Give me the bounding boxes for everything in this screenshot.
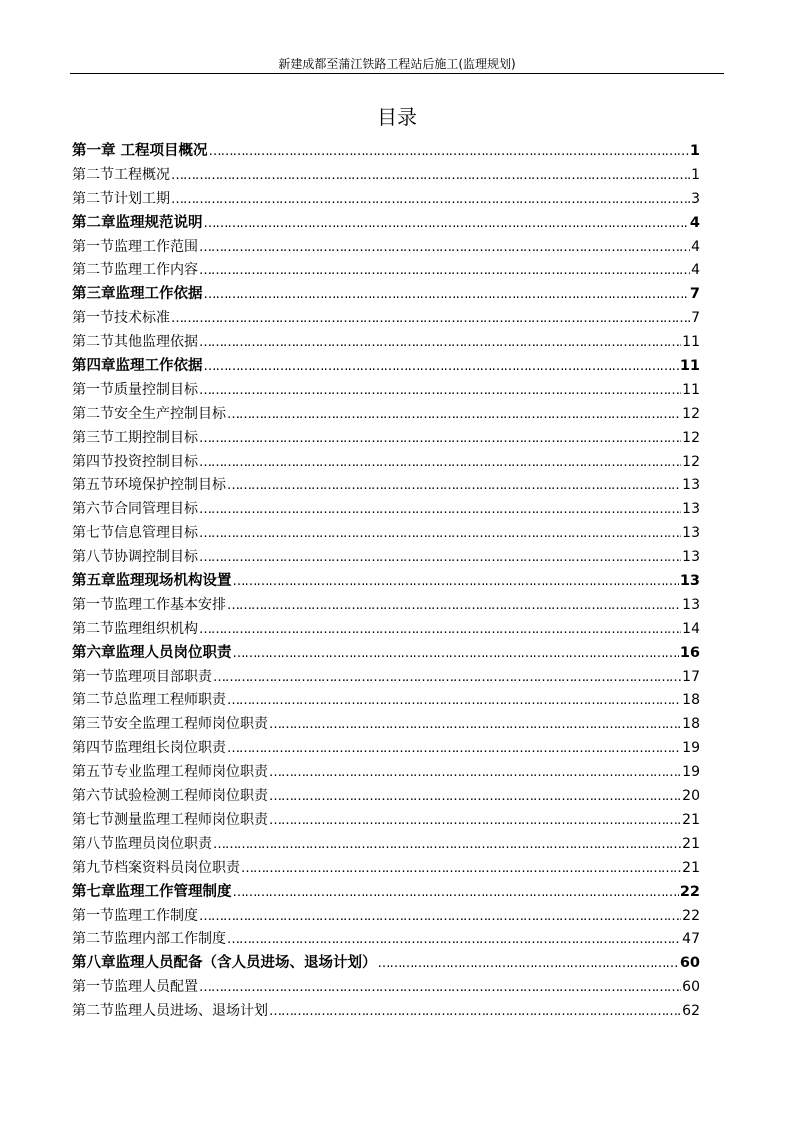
toc-page-number: 20 bbox=[682, 788, 700, 805]
toc-section-entry[interactable] bbox=[72, 379, 700, 403]
toc-entry-label: 第七节测量监理工程师岗位职责 bbox=[72, 811, 268, 828]
toc-entry-label: 第四节投资控制目标 bbox=[72, 453, 198, 470]
toc-entry-label: 第二节监理内部工作制度 bbox=[72, 931, 226, 948]
toc-section-entry[interactable] bbox=[72, 451, 700, 475]
toc-page-number: 47 bbox=[682, 931, 700, 948]
running-header: 新建成都至蒲江铁路工程站后施工(监理规划) bbox=[278, 57, 516, 71]
toc-section-entry[interactable] bbox=[72, 976, 700, 1000]
toc-page-number: 12 bbox=[682, 453, 700, 470]
toc-page-number: 18 bbox=[682, 716, 700, 733]
toc-dot-leader bbox=[199, 522, 681, 546]
toc-chapter-entry[interactable] bbox=[72, 881, 700, 905]
toc-dot-leader bbox=[171, 307, 690, 331]
toc-section-entry[interactable] bbox=[72, 809, 700, 833]
toc-entry-label: 第三章监理工作依据 bbox=[72, 286, 203, 303]
toc-dot-leader bbox=[199, 331, 681, 355]
toc-entry-label: 第七章监理工作管理制度 bbox=[72, 883, 232, 900]
toc-entry-label: 第二节工程概况 bbox=[72, 166, 170, 183]
toc-page-number: 60 bbox=[682, 979, 700, 996]
toc-entry-label: 第一节技术标准 bbox=[72, 310, 170, 327]
toc-section-entry[interactable] bbox=[72, 331, 700, 355]
toc-entry-label: 第二章监理规范说明 bbox=[72, 214, 203, 231]
toc-section-entry[interactable] bbox=[72, 666, 700, 690]
toc-entry-label: 第六节合同管理目标 bbox=[72, 501, 198, 518]
toc-dot-leader bbox=[204, 283, 689, 307]
toc-dot-leader bbox=[199, 546, 681, 570]
toc-page-number: 22 bbox=[682, 907, 700, 924]
toc-dot-leader bbox=[227, 928, 681, 952]
toc-page-number: 13 bbox=[682, 596, 700, 613]
toc-section-entry[interactable] bbox=[72, 546, 700, 570]
toc-dot-leader bbox=[209, 140, 689, 164]
toc-page-number: 1 bbox=[691, 166, 700, 183]
toc-page-number: 4 bbox=[691, 238, 700, 255]
toc-chapter-entry[interactable] bbox=[72, 952, 700, 976]
toc-dot-leader bbox=[227, 689, 681, 713]
toc-dot-leader bbox=[227, 474, 681, 498]
toc-section-entry[interactable] bbox=[72, 618, 700, 642]
toc-dot-leader bbox=[213, 666, 681, 690]
toc-section-entry[interactable] bbox=[72, 928, 700, 952]
toc-dot-leader bbox=[227, 737, 681, 761]
toc-entry-label: 第一节监理工作基本安排 bbox=[72, 596, 226, 613]
toc-dot-leader bbox=[269, 809, 681, 833]
toc-section-entry[interactable] bbox=[72, 857, 700, 881]
toc-page-number: 16 bbox=[679, 644, 700, 661]
toc-section-entry[interactable] bbox=[72, 761, 700, 785]
toc-entry-label: 第一节监理工作制度 bbox=[72, 907, 198, 924]
toc-dot-leader bbox=[269, 1000, 681, 1024]
toc-page-number: 17 bbox=[682, 668, 700, 685]
toc-chapter-entry[interactable] bbox=[72, 642, 700, 666]
toc-entry-label: 第四节监理组长岗位职责 bbox=[72, 740, 226, 757]
toc-page-number: 19 bbox=[682, 764, 700, 781]
toc-dot-leader bbox=[199, 259, 690, 283]
toc-page-number: 3 bbox=[691, 190, 700, 207]
toc-dot-leader bbox=[171, 188, 690, 212]
toc-entry-label: 第二节计划工期 bbox=[72, 190, 170, 207]
toc-dot-leader bbox=[199, 236, 690, 260]
toc-page-number: 7 bbox=[691, 310, 700, 327]
toc-entry-label: 第五章监理现场机构设置 bbox=[72, 573, 232, 590]
toc-chapter-entry[interactable] bbox=[72, 140, 700, 164]
toc-page-number: 19 bbox=[682, 740, 700, 757]
toc-page-number: 13 bbox=[679, 573, 700, 590]
toc-dot-leader bbox=[269, 785, 681, 809]
toc-section-entry[interactable] bbox=[72, 259, 700, 283]
toc-section-entry[interactable] bbox=[72, 905, 700, 929]
toc-dot-leader bbox=[213, 833, 681, 857]
toc-entry-label: 第二节监理人员进场、退场计划 bbox=[72, 1003, 268, 1020]
toc-dot-leader bbox=[227, 403, 681, 427]
toc-entry-label: 第八节监理员岗位职责 bbox=[72, 835, 212, 852]
toc-section-entry[interactable] bbox=[72, 236, 700, 260]
toc-entry-label: 第二节监理工作内容 bbox=[72, 262, 198, 279]
toc-section-entry[interactable] bbox=[72, 785, 700, 809]
table-of-contents bbox=[72, 140, 700, 1024]
toc-page-number: 7 bbox=[689, 286, 700, 303]
toc-entry-label: 第八章监理人员配备（含人员进场、退场计划） bbox=[72, 955, 377, 972]
toc-entry-label: 第六章监理人员岗位职责 bbox=[72, 644, 232, 661]
toc-title: 目录 bbox=[377, 105, 417, 129]
toc-dot-leader bbox=[204, 212, 689, 236]
toc-dot-leader bbox=[227, 594, 681, 618]
toc-dot-leader bbox=[199, 905, 681, 929]
toc-entry-label: 第三节安全监理工程师岗位职责 bbox=[72, 716, 268, 733]
toc-dot-leader bbox=[378, 952, 679, 976]
toc-page-number: 14 bbox=[682, 620, 700, 637]
toc-dot-leader bbox=[233, 881, 679, 905]
toc-entry-label: 第一节监理人员配置 bbox=[72, 979, 198, 996]
toc-entry-label: 第一章 工程项目概况 bbox=[72, 143, 208, 159]
toc-section-entry[interactable] bbox=[72, 1000, 700, 1024]
toc-page-number: 12 bbox=[682, 429, 700, 446]
toc-chapter-entry[interactable] bbox=[72, 283, 700, 307]
toc-dot-leader bbox=[269, 713, 681, 737]
toc-entry-label: 第五节环境保护控制目标 bbox=[72, 477, 226, 494]
toc-entry-label: 第九节档案资料员岗位职责 bbox=[72, 859, 240, 876]
toc-dot-leader bbox=[199, 498, 681, 522]
toc-section-entry[interactable] bbox=[72, 427, 700, 451]
toc-page-number: 4 bbox=[691, 262, 700, 279]
toc-dot-leader bbox=[204, 355, 679, 379]
toc-page-number: 60 bbox=[679, 955, 700, 972]
toc-entry-label: 第三节工期控制目标 bbox=[72, 429, 198, 446]
toc-dot-leader bbox=[199, 451, 681, 475]
toc-chapter-entry[interactable] bbox=[72, 355, 700, 379]
toc-section-entry[interactable] bbox=[72, 498, 700, 522]
toc-page-number: 21 bbox=[682, 859, 700, 876]
toc-page-number: 11 bbox=[682, 381, 700, 398]
toc-entry-label: 第一节监理项目部职责 bbox=[72, 668, 212, 685]
toc-page-number: 12 bbox=[682, 405, 700, 422]
toc-page-number: 13 bbox=[682, 477, 700, 494]
toc-page-number: 21 bbox=[682, 811, 700, 828]
toc-section-entry[interactable] bbox=[72, 594, 700, 618]
toc-section-entry[interactable] bbox=[72, 188, 700, 212]
toc-dot-leader bbox=[199, 976, 681, 1000]
toc-page-number: 13 bbox=[682, 549, 700, 566]
toc-page-number: 21 bbox=[682, 835, 700, 852]
toc-dot-leader bbox=[199, 379, 681, 403]
toc-chapter-entry[interactable] bbox=[72, 212, 700, 236]
toc-dot-leader bbox=[269, 761, 681, 785]
toc-page-number: 18 bbox=[682, 692, 700, 709]
toc-page-number: 11 bbox=[682, 334, 700, 351]
toc-entry-label: 第七节信息管理目标 bbox=[72, 525, 198, 542]
toc-entry-label: 第四章监理工作依据 bbox=[72, 358, 203, 375]
toc-entry-label: 第一节质量控制目标 bbox=[72, 381, 198, 398]
toc-entry-label: 第二节监理组织机构 bbox=[72, 620, 198, 637]
toc-dot-leader bbox=[241, 857, 681, 881]
toc-page-number: 11 bbox=[679, 358, 700, 375]
toc-page-number: 1 bbox=[689, 143, 700, 159]
toc-entry-label: 第八节协调控制目标 bbox=[72, 549, 198, 566]
toc-section-entry[interactable] bbox=[72, 403, 700, 427]
toc-chapter-entry[interactable] bbox=[72, 570, 700, 594]
toc-dot-leader bbox=[199, 618, 681, 642]
toc-page-number: 13 bbox=[682, 525, 700, 542]
toc-dot-leader bbox=[233, 570, 679, 594]
toc-section-entry[interactable] bbox=[72, 164, 700, 188]
toc-entry-label: 第五节专业监理工程师岗位职责 bbox=[72, 764, 268, 781]
toc-page-number: 4 bbox=[689, 214, 700, 231]
toc-entry-label: 第一节监理工作范围 bbox=[72, 238, 198, 255]
toc-section-entry[interactable] bbox=[72, 474, 700, 498]
toc-section-entry[interactable] bbox=[72, 737, 700, 761]
toc-page-number: 13 bbox=[682, 501, 700, 518]
toc-section-entry[interactable] bbox=[72, 713, 700, 737]
toc-dot-leader bbox=[233, 642, 679, 666]
toc-dot-leader bbox=[199, 427, 681, 451]
toc-page-number: 62 bbox=[682, 1003, 700, 1020]
toc-entry-label: 第六节试验检测工程师岗位职责 bbox=[72, 788, 268, 805]
toc-section-entry[interactable] bbox=[72, 689, 700, 713]
toc-entry-label: 第二节安全生产控制目标 bbox=[72, 405, 226, 422]
toc-section-entry[interactable] bbox=[72, 833, 700, 857]
toc-entry-label: 第二节总监理工程师职责 bbox=[72, 692, 226, 709]
toc-page-number: 22 bbox=[679, 883, 700, 900]
toc-dot-leader bbox=[171, 164, 690, 188]
header-rule bbox=[70, 73, 724, 74]
toc-section-entry[interactable] bbox=[72, 522, 700, 546]
toc-section-entry[interactable] bbox=[72, 307, 700, 331]
toc-entry-label: 第二节其他监理依据 bbox=[72, 334, 198, 351]
